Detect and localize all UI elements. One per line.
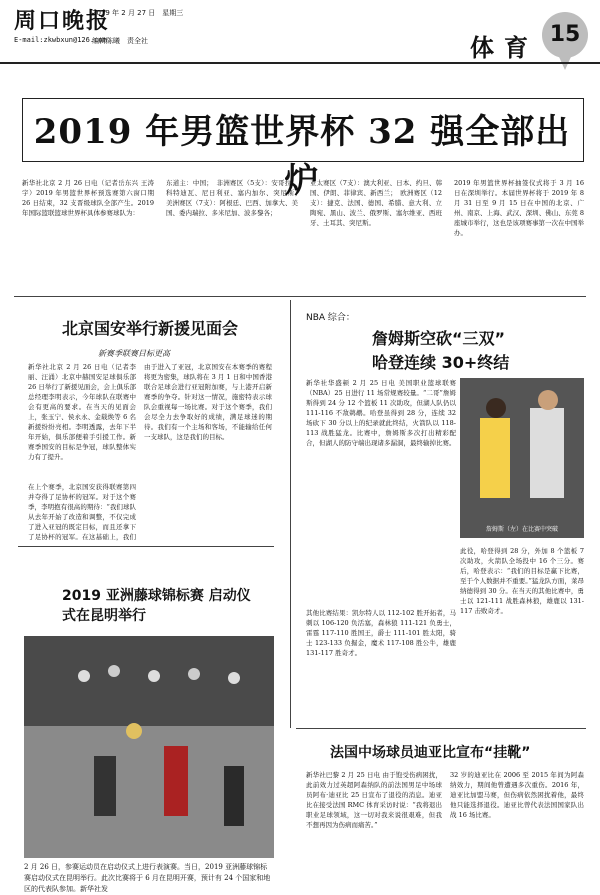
top-story-divider	[14, 296, 586, 297]
paper-masthead: 周口晚报	[14, 8, 111, 34]
nba-photo	[460, 378, 584, 538]
guoan-col-3: 由于进入了亚冠，北京国安在本赛季的赛程将更为密集，球队将在 3 月 1 日和中国香港联合足球会进行亚冠附加赛，与上港开启新赛季的争夺。针对这一情况，施密特表示球队会重视每一场比赛。对于这个赛季，我们会尽全力去争取好的成绩，满足球迷的期待。我们有一个主场和客场，不能输给任何一支球队，这是我们的目标。	[144, 363, 272, 441]
top-story-col-1: 新华社北京 2 月 26 日电（记者岳东兴 王涛宇）2019 年男篮世界杯预选赛第六窗口期 26 日结束，32 支晋级球队全部产生。2019 年国际篮联篮球世界杯具体参赛球队为：	[22, 179, 154, 217]
nba-col-2: 此役，哈登得到 28 分，外加 8 个篮板 7 次助攻，火箭队全场投中 16 个三分。赛后，哈登表示：“我们的目标是赢下比赛，至于个人数据并不重要。”猛龙队方面，莱昂纳德得到 30 分。在当天的其他比赛中，勇士以 121-111 战胜森林狼，雄鹿以 131-117 击败奇才。	[460, 547, 584, 615]
guoan-headline: 北京国安举行新援见面会	[62, 319, 239, 338]
nba-photo-graphic	[460, 378, 584, 538]
guoan-divider	[18, 546, 274, 547]
nba-divider	[296, 728, 586, 729]
section-name: 体育	[470, 34, 538, 62]
top-story-col-3: 亚太赛区（7支）：澳大利亚、日本、约旦、韩国、伊朗、菲律宾、新西兰； 欧洲赛区（12 支）：捷克、法国、德国、希腊、意大利、立陶宛、黑山、波兰、俄罗斯、塞尔维亚、西班牙、土耳其、突尼斯。	[310, 179, 442, 227]
top-story-col-2: 东道主：中国； 非洲赛区（5支）：安哥拉、科特迪瓦、尼日利亚、塞内加尔、突尼斯； 美洲赛区（7支）：阿根廷、巴西、加拿大、美国、委内瑞拉、多米尼加、波多黎各；	[166, 179, 298, 217]
cuju-headline: 2019 亚洲藤球锦标赛 启动仪式在昆明举行	[62, 588, 251, 624]
issue-date: 2019 年 2 月 27 日 星期三	[92, 9, 184, 17]
column-divider	[290, 300, 291, 728]
guoan-col-1: 新华社北京 2 月 26 日电（记者李丽、汪涌）北京中赫国安足球俱乐部 26 日举行了新援见面会，会上俱乐部总经理李明表示，今年球队在联赛中会有更高的要求。在当天的见面会上，张玉宁、侯永永、金载焕等 6 名新援纷纷亮相。李明透露，去年下半年开始，俱乐部便着手引援工作。新赛季国安的目标是争冠，球队整体实力有了提升。	[28, 363, 136, 461]
cuju-photo	[24, 636, 274, 858]
editor-credits: 编辑陈曦 责全社	[92, 37, 148, 45]
nba-photo-caption: 詹姆斯（左）在比赛中突破	[485, 526, 558, 533]
nba-headline-2: 哈登连续 30+终结	[372, 353, 510, 372]
diaby-col-1: 新华社巴黎 2 月 25 日电 由于饱受伤病困扰，此前效力过英超阿森纳队的前法国男足中场球员阿布·迪亚比 25 日宣布了退役的消息。迪亚比在接受法国 RMC 体育采访时说：“我将退出职业足球领域，这一切对我来说很艰难，但我不想再因为伤病而痛苦。”	[306, 771, 442, 829]
nba-kicker: NBA 综合：	[306, 313, 355, 323]
masthead-rule	[0, 62, 600, 64]
guoan-col-2: 在上个赛季，北京国安获得联赛第四并夺得了足协杯的冠军。对于这个赛季，李明抱有很高的期待：“我们球队从去年开始了改造和调整，不仅完成了进入亚冠的既定目标，而且还拿下了足协杯的冠军。在这基础上，我们	[28, 483, 136, 541]
contact-email: E-mail:zkwbxun@126.com	[14, 36, 107, 44]
top-story-headline: 2019 年男篮世界杯 32 强全部出炉	[33, 112, 571, 201]
page-number: 15	[542, 12, 588, 58]
guoan-subtitle: 新赛季联赛目标更高	[98, 349, 170, 358]
top-story-col-4: 2019 年男篮世界杯抽签仪式将于 3 月 16 日在深圳举行。本届世界杯将于 2019 年 8 月 31 日至 9 月 15 日在中国的北京、广州、南京、上海、武汉、深圳、佛山、东莞 8 座城市举行，这也是该项赛事第一次在中国举办。	[454, 179, 584, 237]
diaby-headline: 法国中场球员迪亚比宣布“挂靴”	[330, 745, 531, 761]
nba-col-1: 新华社华盛顿 2 月 25 日电 美国职业篮球联赛（NBA）25 日进行 11 场常规赛较量。“二哥”詹姆斯得到 24 分 12 个篮板 11 次助攻，但湖人队仍以 111-116 不敌鹈鹕。哈登虽得到 28 分，连续 32 场砍下 30 分以上的纪录就此终结，火箭队以 118-113 战胜猛龙。比赛中，詹姆斯多次打出精彩配合，但湖人的防守端出现诸多漏洞，最终输掉比赛。	[306, 379, 456, 447]
cuju-photo-graphic	[24, 636, 274, 858]
cuju-caption: 2 月 26 日，参赛运动员在启动仪式上进行表演赛。当日，2019 亚洲藤球锦标赛启动仪式在昆明举行。此次比赛将于 6 月在昆明开赛，预计有 24 个国家和地区的代表队参加。新华社发	[24, 863, 271, 893]
nba-headline-1: 詹姆斯空砍“三双”	[372, 329, 506, 348]
diaby-col-2: 32 岁的迪亚比在 2006 至 2015 年间为阿森纳效力，期间他曾遭遇多次重伤。2016 年，迪亚比加盟马赛，但伤病依然困扰着他，最终他只能选择退役。迪亚比曾代表法国国家队出战 16 场比赛。	[450, 771, 584, 819]
nba-col-3: 其他比赛结果：凯尔特人以 112-102 胜开拓者，马刺以 106-120 负活塞，森林狼 111-121 负勇士，雷霆 117-110 胜国王，爵士 111-101 胜太阳，骑士 123-133 负掘金，魔术 117-108 胜公牛，雄鹿 131-117 胜奇才。	[306, 609, 456, 657]
